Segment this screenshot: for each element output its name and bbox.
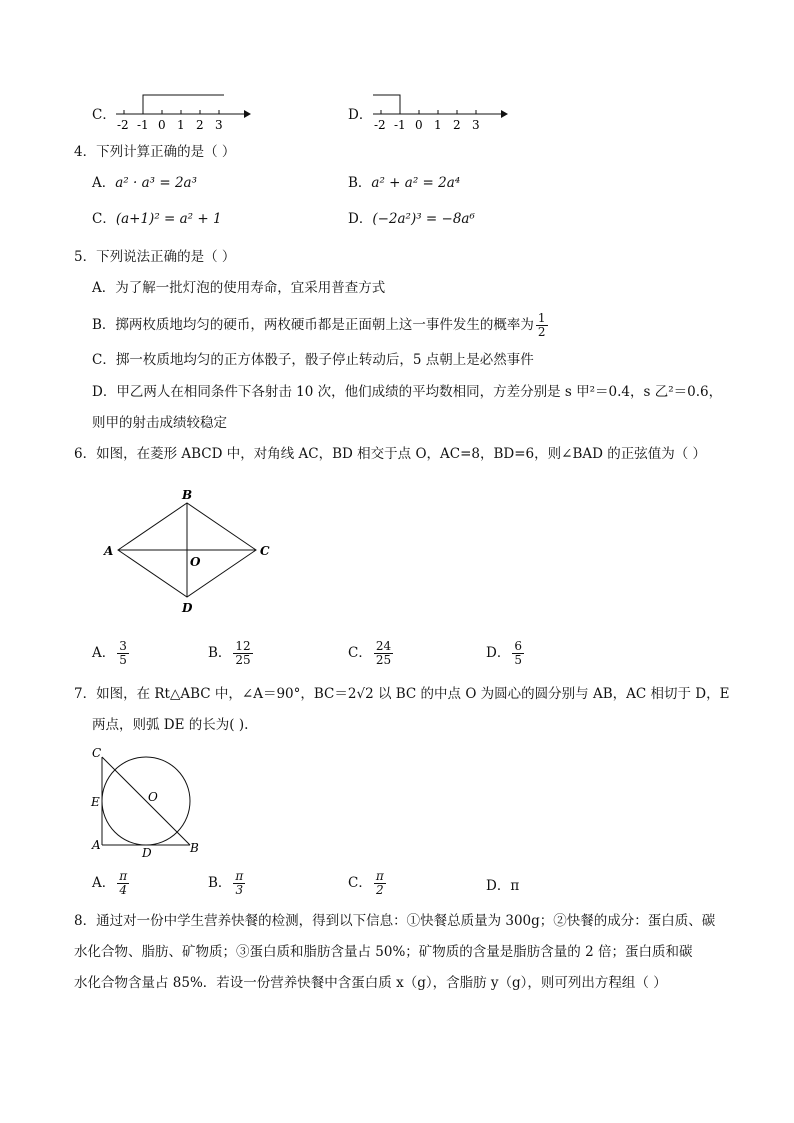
- q7-stem-line1: 7．如图，在 Rt△ABC 中，∠A＝90°，BC＝2√2 以 BC 的中点 O 为圆心的圆分别与 AB，AC 相切于 D，E: [74, 686, 730, 702]
- q6-label-c: C: [260, 544, 270, 558]
- tick-label: 3: [472, 118, 480, 132]
- q6-label-d: D: [182, 601, 193, 615]
- q6-label-a: A: [104, 544, 114, 558]
- q5-option-d-line1: D．甲乙两人在相同条件下各射击 10 次，他们成绩的平均数相同，方差分别是 s 甲²＝0.4，s 乙²＝0.6，: [92, 384, 723, 400]
- q3-option-d-numberline: [369, 90, 509, 134]
- q4-stem: 4．下列计算正确的是（ ）: [74, 144, 236, 160]
- tick-label: 0: [158, 118, 166, 132]
- q6-label-b: B: [182, 488, 193, 502]
- q4-d-expr: (−2a²)³ = −8a⁶: [372, 211, 475, 227]
- q6-stem: 6．如图，在菱形 ABCD 中，对角线 AC，BD 相交于点 O，AC=8，BD=6，则∠BAD 的正弦值为（ ）: [74, 446, 707, 462]
- tick-label: -1: [394, 118, 406, 132]
- q8-line2: 水化合物、脂肪、矿物质；③蛋白质和脂肪含量占 50%；矿物质的含量是脂肪含量的 2 倍；蛋白质和碳: [74, 944, 693, 960]
- tick-label: 0: [415, 118, 423, 132]
- q6-rhombus-figure: [96, 483, 286, 618]
- q4-b-label: B．: [348, 175, 372, 191]
- tick-label: 2: [453, 118, 461, 132]
- q7-label-d: D: [142, 846, 152, 860]
- q4-option-a: [92, 174, 197, 192]
- q7-label-e: E: [91, 795, 100, 809]
- q4-option-c: [92, 210, 222, 228]
- q7-label-a: A: [92, 838, 101, 852]
- q7-option-d: D．π: [486, 878, 520, 894]
- tick-label: 1: [177, 118, 185, 132]
- q6-option-b: B． $\frac{12}{25}$: [208, 639, 251, 667]
- q3-option-c-label: C．: [92, 107, 116, 123]
- q8-line1: 8．通过对一份中学生营养快餐的检测，得到以下信息：①快餐总质量为 300g；②快餐的成分：蛋白质、碳: [74, 913, 716, 929]
- q4-option-d: [348, 210, 475, 228]
- q6-option-d: D． $\frac{6}{5}$: [486, 639, 522, 667]
- q5-stem: 5．下列说法正确的是（ ）: [74, 249, 236, 265]
- q4-a-expr: a² · a³ = 2a³: [115, 175, 197, 191]
- tick-label: -2: [374, 118, 386, 132]
- q5-option-c: C．掷一枚质地均匀的正方体骰子，骰子停止转动后，5 点朝上是必然事件: [92, 352, 534, 368]
- q3-option-d-label: D．: [348, 107, 373, 123]
- q7-option-b: B． $\frac{\pi}{3}$: [208, 869, 244, 897]
- q3-c-ticks: [124, 110, 219, 114]
- tick-label: 3: [215, 118, 223, 132]
- q7-label-o: O: [148, 790, 158, 804]
- q4-d-label: D．: [348, 211, 373, 227]
- q6-option-c: C． $\frac{24}{25}$: [348, 639, 392, 667]
- q5-option-a: A．为了解一批灯泡的使用寿命，宜采用普查方式: [92, 280, 386, 296]
- q6-label-o: O: [190, 555, 201, 569]
- q6-option-a: A． $\frac{3}{5}$: [92, 639, 127, 667]
- q4-a-label: A．: [92, 175, 116, 191]
- q5-b-fraction: $\frac{1}{2}$: [537, 311, 546, 339]
- q5-b-text: B．掷两枚质地均匀的硬币，两枚硬币都是正面朝上这一事件发生的概率为: [92, 317, 534, 333]
- q5-option-d-line2: 则甲的射击成绩较稳定: [92, 415, 227, 431]
- q7-label-c: C: [92, 746, 102, 760]
- q5-option-b: [92, 312, 550, 339]
- q4-c-expr: (a+1)² = a² + 1: [115, 211, 222, 227]
- tick-label: 2: [196, 118, 204, 132]
- tick-label: -2: [117, 118, 129, 132]
- q4-c-label: C．: [92, 211, 116, 227]
- q8-line3: 水化合物含量占 85%．若设一份营养快餐中含蛋白质 x（g），含脂肪 y（g），则可列出方程组（ ）: [74, 975, 667, 991]
- q3-option-c-numberline: [112, 90, 252, 134]
- q7-stem-line2: 两点，则弧 DE 的长为( ).: [92, 717, 249, 733]
- q7-option-a: A． $\frac{\pi}{4}$: [92, 869, 128, 897]
- q7-triangle-circle-figure: [86, 745, 216, 860]
- q4-option-b: [348, 174, 460, 192]
- q7-label-b: B: [190, 841, 199, 855]
- q4-b-expr: a² + a² = 2a⁴: [371, 175, 461, 191]
- q7-option-c: C． $\frac{\pi}{2}$: [348, 869, 384, 897]
- tick-label: -1: [137, 118, 149, 132]
- tick-label: 1: [434, 118, 442, 132]
